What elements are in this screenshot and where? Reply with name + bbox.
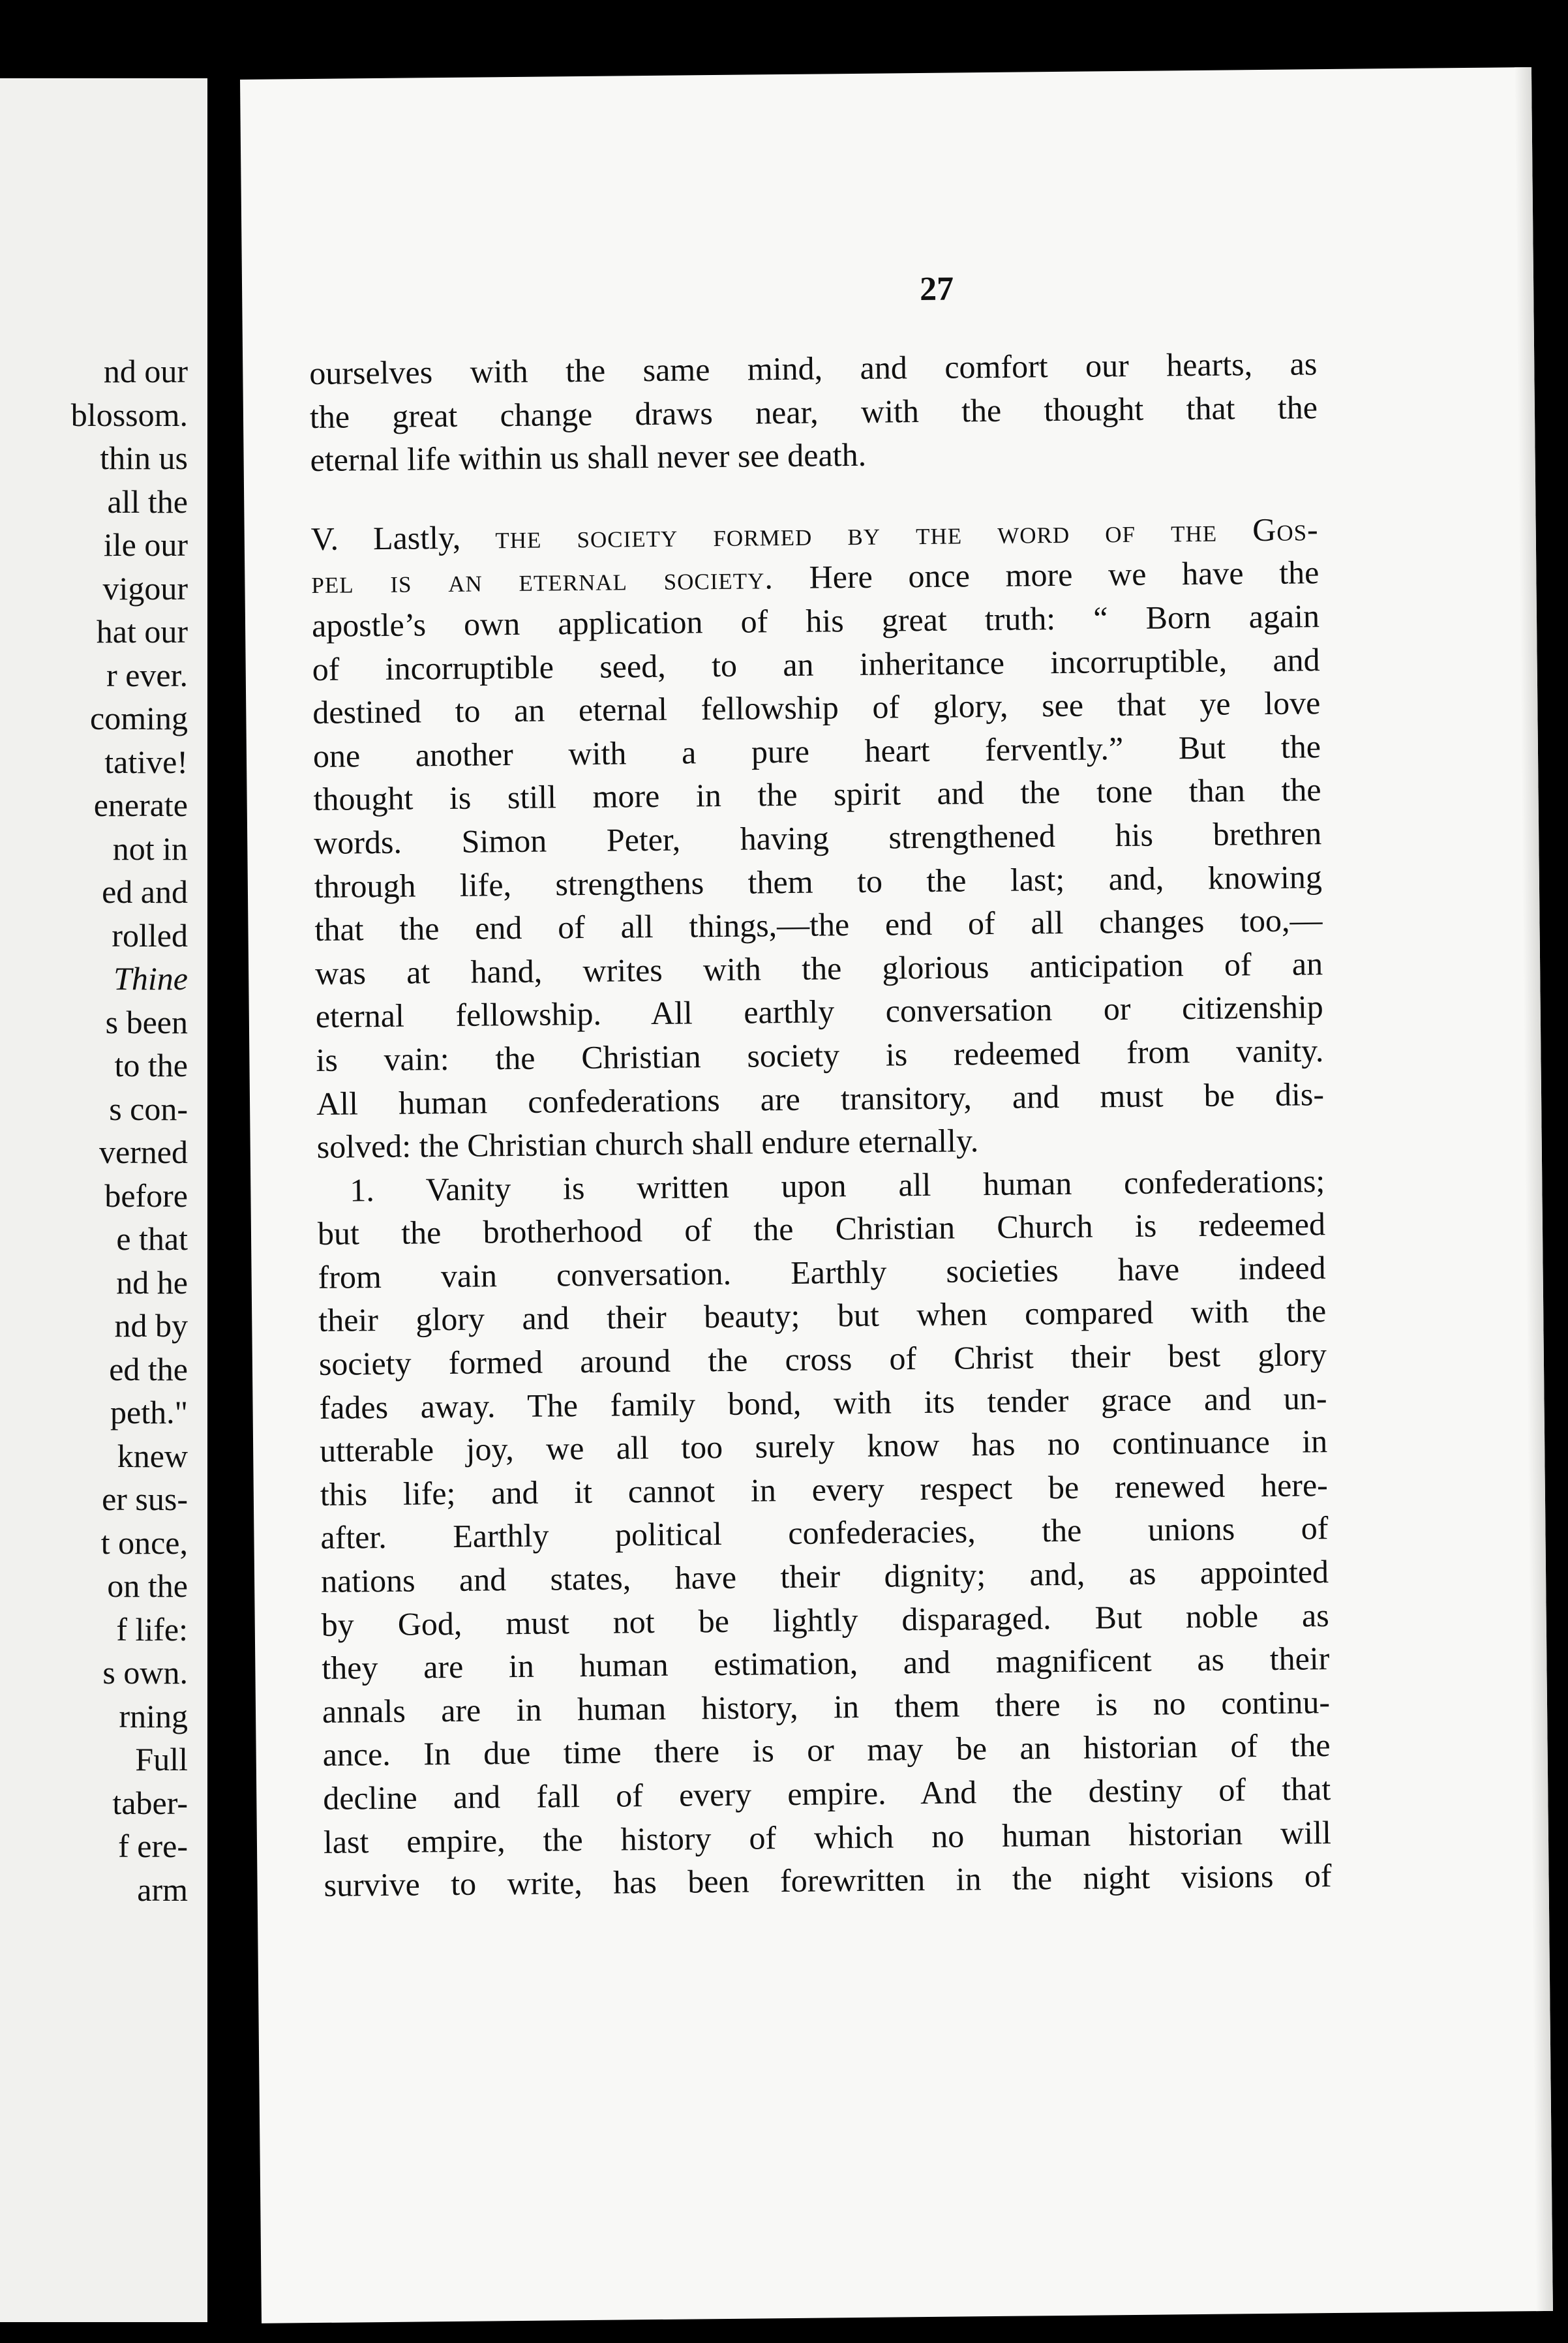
text-line: one another with a pure heart fervently.” But the <box>312 727 1321 774</box>
text-line: destined to an eternal fellowship of glory, see that ye love <box>312 684 1321 731</box>
left-line: to the <box>114 1047 188 1083</box>
paragraph-3 <box>317 1159 1332 1907</box>
text-line: apostle’s own application of his great truth: “ Born again <box>311 597 1320 644</box>
left-line: f ere- <box>118 1828 188 1864</box>
left-line: s con- <box>109 1090 188 1127</box>
left-line: t once, <box>100 1524 188 1561</box>
left-line: hat our <box>96 613 188 650</box>
left-line: rolled <box>112 916 188 954</box>
section-lead: V. Lastly, <box>310 519 496 557</box>
text-line: that the end of all things,—the end of all changes too,— <box>314 901 1323 948</box>
left-line: knew <box>117 1437 188 1474</box>
left-line: tative! <box>104 743 188 780</box>
section-heading-caps: the society formed by the word of the Gos- <box>495 510 1319 556</box>
text-line: eternal fellowship. All earthly conversation or citizenship <box>315 988 1323 1035</box>
page-body <box>309 342 1332 1907</box>
text-line: through life, strengthens them to the last; and, knowing <box>314 858 1323 905</box>
text-line: this life; and it cannot in every respect be renewed here- <box>320 1466 1329 1513</box>
left-line: r ever. <box>106 656 188 693</box>
text-line: was at hand, writes with the glorious anticipation of an <box>314 945 1323 991</box>
left-line: nd by <box>114 1307 188 1344</box>
text-line: annals are in human history, in them there is no continu- <box>322 1683 1331 1730</box>
left-line: coming <box>90 700 188 736</box>
text-line: society formed around the cross of Christ their best glory <box>318 1336 1327 1382</box>
text-line: utterable joy, we all too surely know has no continuance in <box>319 1423 1328 1470</box>
left-line: nd our <box>103 353 188 389</box>
left-line: ed the <box>109 1350 188 1387</box>
text-line: by God, must not be lightly disparaged. But noble as <box>321 1596 1329 1643</box>
left-line: verned <box>98 1134 188 1170</box>
text-line: is vain: the Christian society is redeemed from vanity. <box>316 1032 1324 1078</box>
text-line: words. Simon Peter, having strengthened his brethren <box>313 815 1322 861</box>
text-line: their glory and their beauty; but when compared with the <box>318 1292 1327 1339</box>
left-line: nd he <box>116 1263 188 1301</box>
left-line: not in <box>112 830 188 867</box>
left-line: ed and <box>102 873 188 910</box>
text-line: solved: the Christian church shall endure eternally. <box>316 1122 979 1166</box>
text-line: fades away. The family bond, with its tender grace and un- <box>319 1379 1327 1426</box>
left-line: e that <box>116 1220 188 1257</box>
left-line: er sus- <box>102 1481 188 1517</box>
left-line: Thine <box>113 960 188 997</box>
text-line: last empire, the history of which no human historian will <box>323 1813 1332 1860</box>
previous-page-text <box>71 350 188 1911</box>
text-line: after. Earthly political confederacies, the unions of <box>320 1509 1329 1556</box>
text-line: of incorruptible seed, to an inheritance incorruptible, and <box>312 641 1320 688</box>
left-line: enerate <box>93 787 188 823</box>
left-line: s been <box>105 1003 188 1040</box>
text-line: 1. Vanity is written upon all human confederations; <box>350 1162 1325 1209</box>
text-line: but the brotherhood of the Christian Church is redeemed <box>317 1205 1326 1252</box>
page-edge <box>1515 67 1553 2311</box>
text-line: ance. In due time there is or may be an historian of the <box>322 1727 1331 1774</box>
left-line: arm <box>137 1871 188 1908</box>
left-line: s own. <box>102 1654 188 1691</box>
previous-page <box>0 78 207 2322</box>
text-line: thought is still more in the spirit and the tone than the <box>313 771 1321 818</box>
text-line: eternal life within us shall never see death. <box>310 436 867 479</box>
page-number: 27 <box>919 270 954 309</box>
left-line: rning <box>119 1697 188 1734</box>
current-page <box>240 67 1553 2323</box>
text-line: survive to write, has been forewritten in the night visions of <box>324 1857 1332 1904</box>
book-gutter <box>207 98 241 2316</box>
left-line: ile our <box>103 526 188 563</box>
left-line: Full <box>135 1741 188 1777</box>
text-line: nations and states, have their dignity; and, as appointed <box>320 1553 1329 1599</box>
text-line: ourselves with the same mind, and comfort our hearts, as <box>309 345 1318 391</box>
text-line: decline and fall of every empire. And the destiny of that <box>323 1770 1331 1817</box>
text-run: Here once more we have the <box>773 554 1319 596</box>
left-line: thin us <box>100 440 188 476</box>
left-line: vigour <box>102 569 188 607</box>
text-line: the great change draws near, with the thought that the <box>309 388 1318 435</box>
section-heading-caps: pel is an eternal society. <box>311 559 774 601</box>
paragraph-2 <box>310 507 1325 1169</box>
left-line: before <box>104 1177 188 1214</box>
text-line: they are in human estimation, and magnificent as their <box>322 1640 1330 1687</box>
left-line: taber- <box>112 1784 188 1821</box>
left-line: on the <box>107 1567 188 1604</box>
text-line: from vain conversation. Earthly societies have indeed <box>318 1248 1326 1295</box>
left-line: peth." <box>110 1394 188 1430</box>
paragraph-1 <box>309 342 1318 482</box>
text-line: All human confederations are transitory, and must be dis- <box>316 1075 1325 1122</box>
left-line: all the <box>107 483 188 520</box>
left-line: f life: <box>116 1610 188 1648</box>
left-line: blossom. <box>70 396 188 433</box>
